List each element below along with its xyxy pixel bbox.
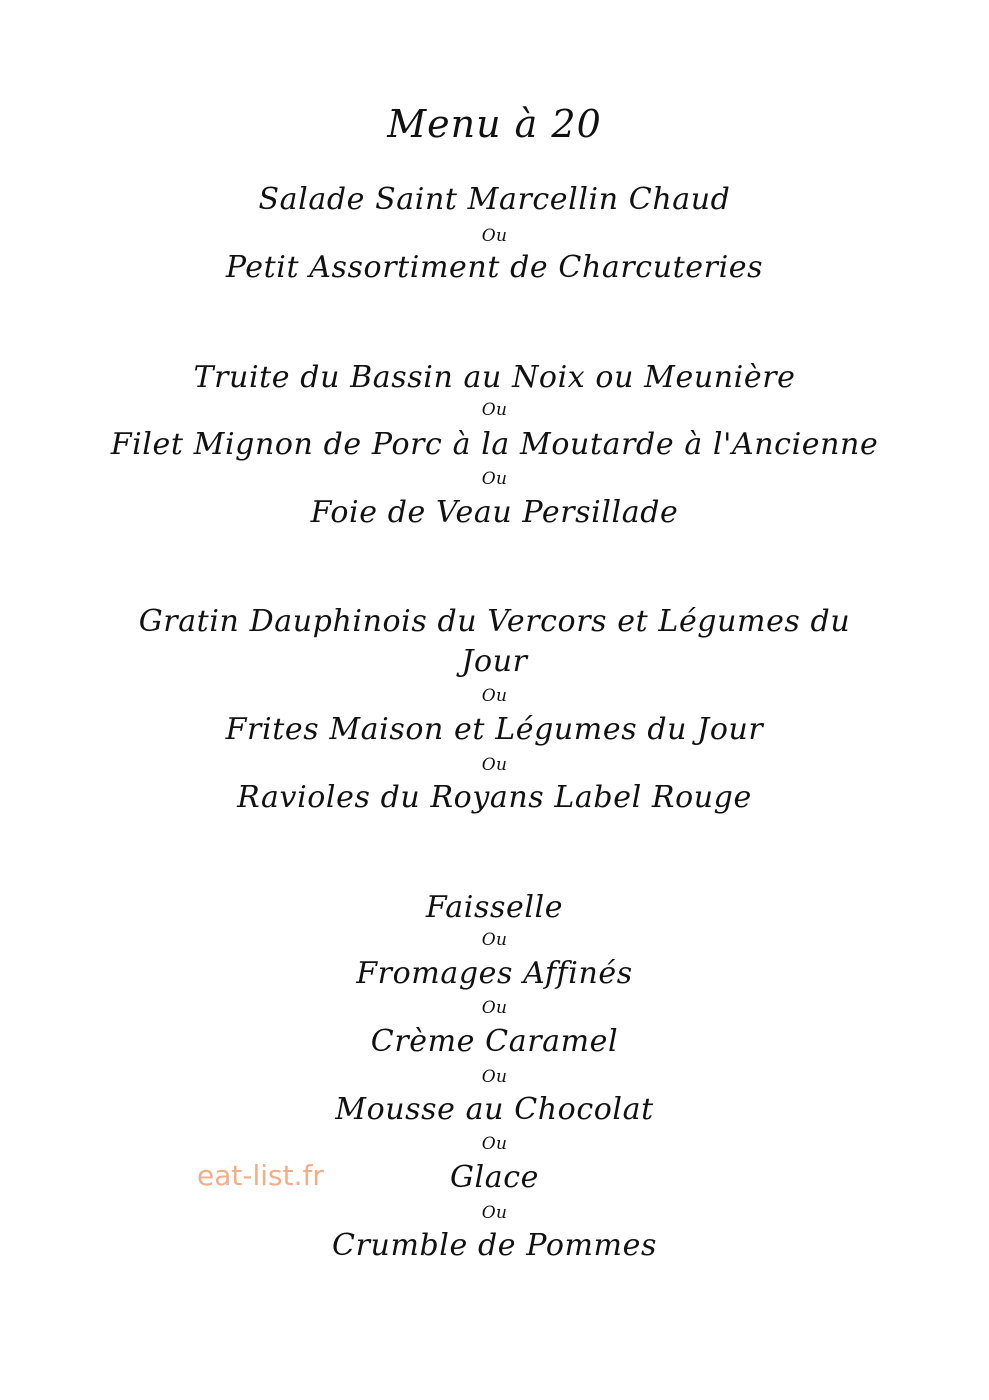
main-item: Truite du Bassin au Noix ou Meunière (193, 360, 796, 395)
ou-separator: Ou (481, 226, 508, 246)
side-item: Frites Maison et Légumes du Jour (225, 712, 764, 747)
ou-separator: Ou (481, 755, 508, 775)
menu-title: Menu à 20 (387, 102, 602, 146)
dessert-item: Mousse au Chocolat (335, 1092, 654, 1127)
dessert-item: Crème Caramel (370, 1024, 619, 1059)
side-item-continued: Jour (461, 644, 528, 679)
main-item: Filet Mignon de Porc à la Moutarde à l'Ancienne (110, 427, 879, 462)
dessert-item: Faisselle (425, 890, 564, 925)
main-item: Foie de Veau Persillade (310, 495, 679, 530)
ou-separator: Ou (481, 998, 508, 1018)
ou-separator: Ou (481, 930, 508, 950)
watermark-text: eat-list.fr (197, 1159, 324, 1192)
dessert-item: Fromages Affinés (356, 956, 633, 991)
ou-separator: Ou (481, 686, 508, 706)
ou-separator: Ou (481, 1203, 508, 1223)
ou-separator: Ou (481, 400, 508, 420)
starter-item: Salade Saint Marcellin Chaud (258, 182, 731, 217)
starter-item: Petit Assortiment de Charcuteries (225, 250, 764, 285)
side-item: Gratin Dauphinois du Vercors et Légumes du (138, 604, 851, 639)
dessert-item: Crumble de Pommes (332, 1228, 657, 1263)
ou-separator: Ou (481, 1134, 508, 1154)
ou-separator: Ou (481, 1067, 508, 1087)
side-item: Ravioles du Royans Label Rouge (237, 780, 752, 815)
ou-separator: Ou (481, 469, 508, 489)
dessert-item: Glace (449, 1160, 539, 1195)
